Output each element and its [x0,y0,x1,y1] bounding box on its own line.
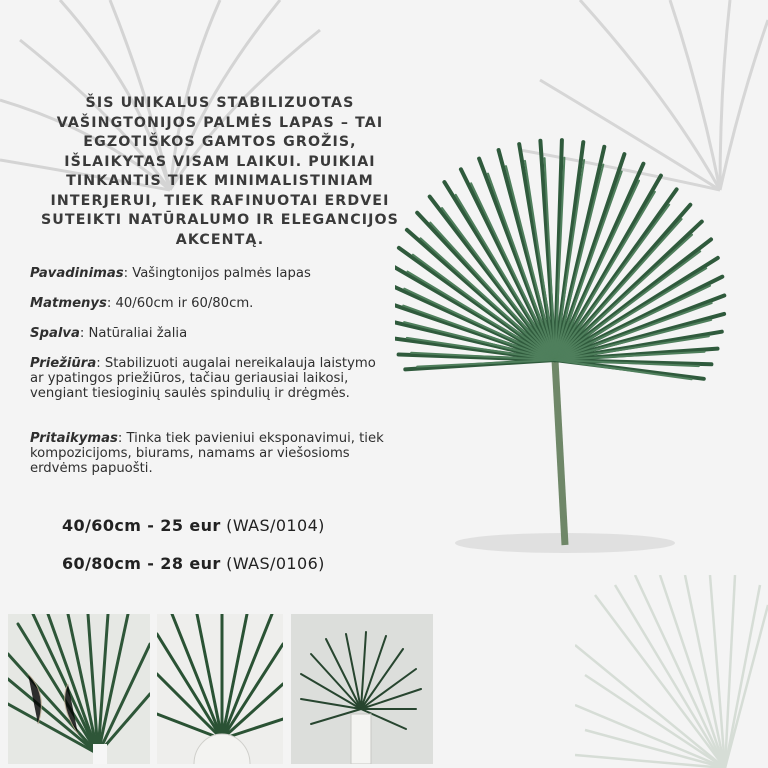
spec-care-label: Priežiūra [30,356,97,371]
price-size-2: 60/80cm - 28 eur [62,554,221,573]
thumbnail-3 [291,614,433,764]
spec-name-label: Pavadinimas [30,266,124,281]
main-palm-leaf-image [395,60,765,560]
spec-name-value: : Vašingtonijos palmės lapas [123,266,311,281]
spec-color [30,326,390,341]
price-size-1: 40/60cm - 25 eur [62,516,221,535]
spec-size [30,296,390,311]
palm-leaf-in-white-vase-image [157,614,283,764]
price-row-2 [62,554,325,573]
price-row-1 [62,516,325,535]
faded-palm-bottom-right [575,575,768,768]
spec-use [30,431,390,476]
spec-size-label: Matmenys [30,296,107,311]
price-code-2: (WAS/0106) [220,554,325,573]
product-headline: ŠIS UNIKALUS STABILIZUOTAS VAŠINGTONIJOS PALMĖS LAPAS – TAI EGZOTIŠKOS GAMTOS GROŽIS, IŠLAIKYTAS VISAM LAIKUI. PUIKIAI TINKANTIS TIEK MINIMALISTINIAM INTERJERUI, TIEK RAFINUOTAI ERDVEI SUTEIKTI NATŪRALUMO IR ELEGANCIJOS AKCENTĄ. [40,95,400,248]
spec-use-value: : Tinka tiek pavieniui eksponavimui, tiek kompozicijoms, biurams, namams ar viešosioms erdvėms papuošti. [30,431,384,476]
spec-color-value: : Natūraliai žalia [79,326,188,341]
spec-care [30,356,390,401]
spec-care-value: : Stabilizuoti augalai nereikalauja laistymo ar ypatingos priežiūros, tačiau geriausiai laikosi, vengiant tiesioginių saulės spindulių ir drėgmės. [30,356,376,401]
spec-name [30,266,390,281]
spec-use-label: Pritaikymas [30,431,118,446]
spec-color-label: Spalva [30,326,80,341]
palm-leaf-in-vase-closeup-image [8,614,150,764]
thumbnail-1 [8,614,150,764]
thumbnail-2 [157,614,283,764]
spec-size-value: : 40/60cm ir 60/80cm. [106,296,254,311]
price-code-1: (WAS/0104) [220,516,325,535]
palm-leaf-arrangement-room-image [291,614,433,764]
